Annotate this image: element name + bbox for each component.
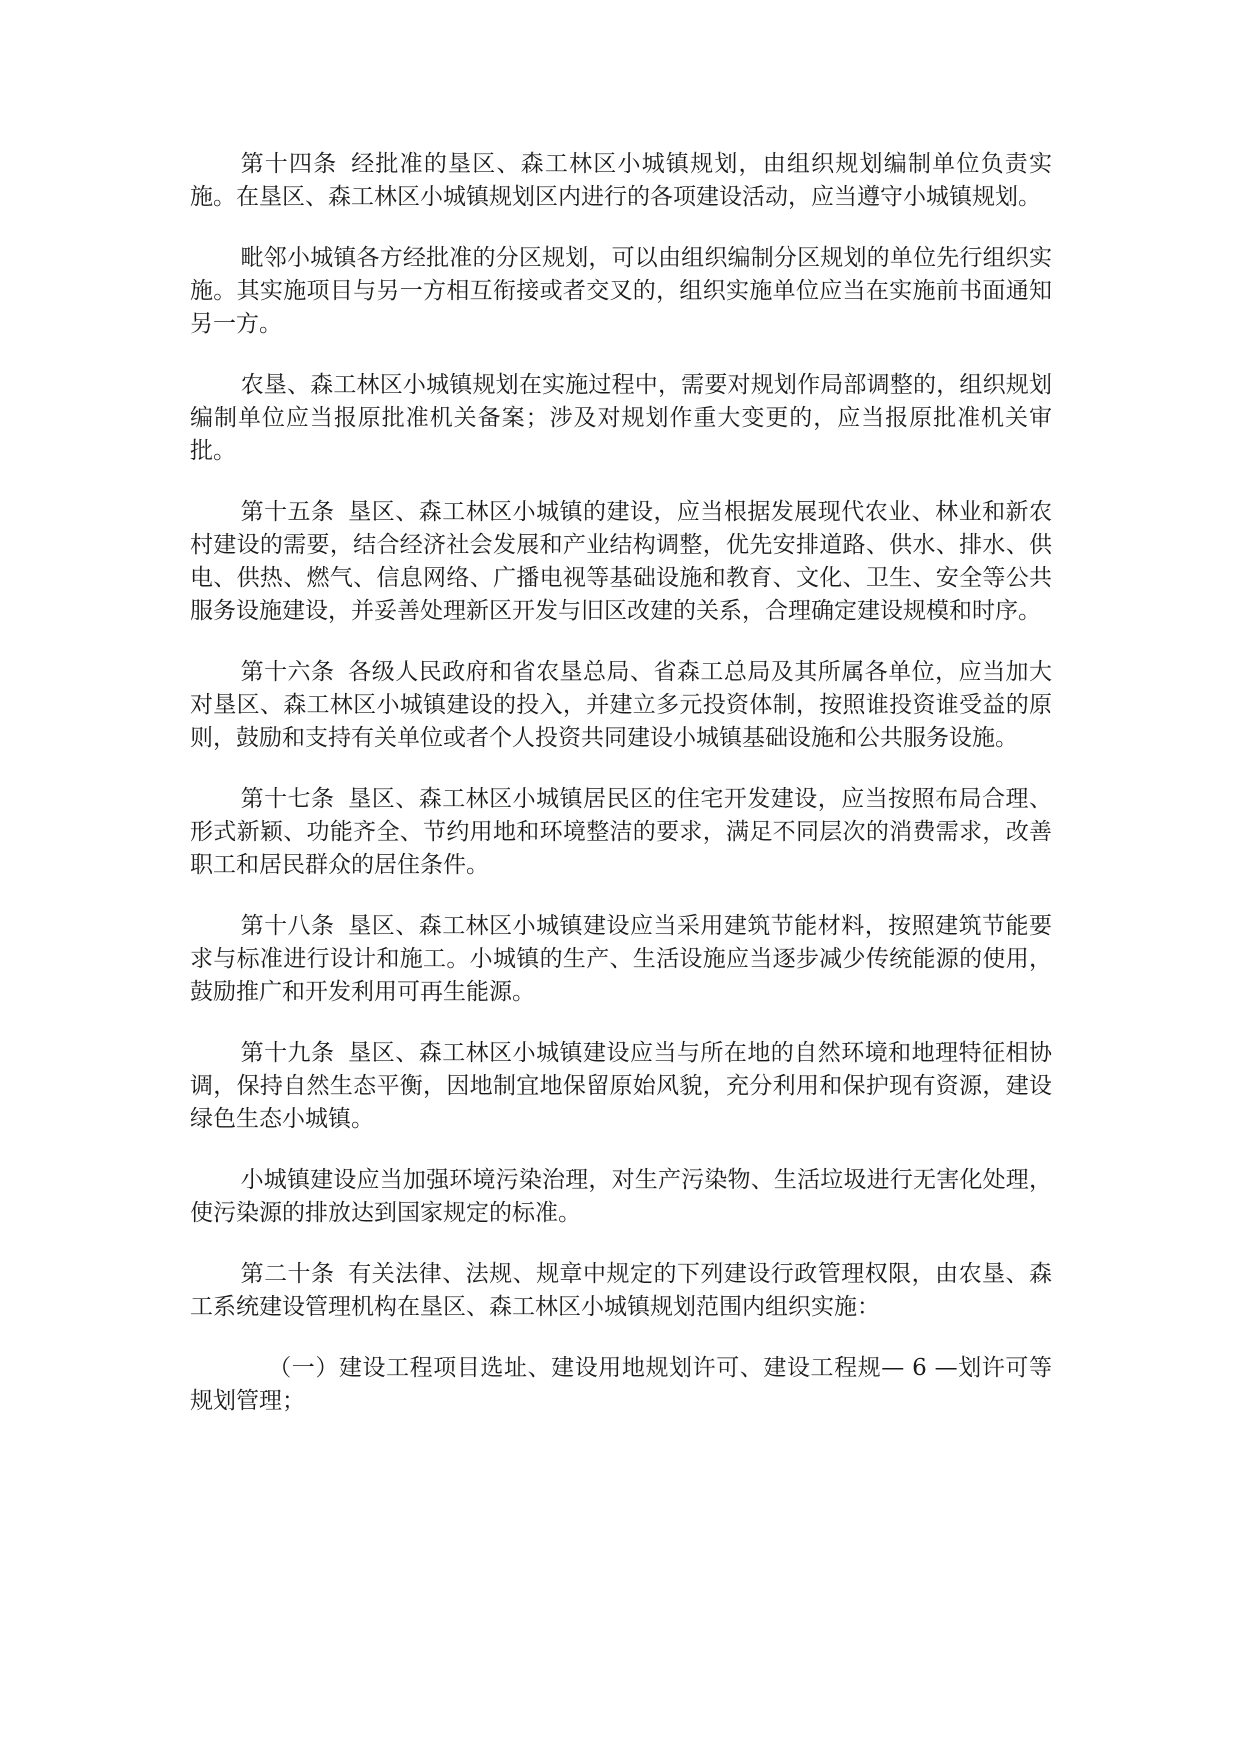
article-number: 第十四条 xyxy=(240,151,338,177)
paragraph xyxy=(190,369,1052,468)
paragraph-text: 小城镇建设应当加强环境污染治理，对生产污染物、生活垃圾进行无害化处理，使污染源的排放达到国家规定的标准。 xyxy=(190,1167,1052,1226)
paragraph-text: 垦区、森工林区小城镇建设应当与所在地的自然环境和地理特征相协调，保持自然生态平衡，因地制宜地保留原始风貌，充分利用和保护现有资源，建设绿色生态小城镇。 xyxy=(190,1040,1053,1132)
paragraph-text: 农垦、森工林区小城镇规划在实施过程中，需要对规划作局部调整的，组织规划编制单位应当报原批准机关备案；涉及对规划作重大变更的，应当报原批准机关审批。 xyxy=(190,372,1052,464)
paragraph-text: 有关法律、法规、规章中规定的下列建设行政管理权限，由农垦、森工系统建设管理机构在垦区、森工林区小城镇规划范围内组织实施： xyxy=(190,1261,1053,1320)
paragraph-text: 垦区、森工林区小城镇居民区的住宅开发建设，应当按照布局合理、形式新颖、功能齐全、节约用地和环境整洁的要求，满足不同层次的消费需求，改善职工和居民群众的居住条件。 xyxy=(190,786,1053,878)
paragraph xyxy=(190,910,1052,1009)
paragraph xyxy=(190,496,1052,628)
paragraph-text: 经批准的垦区、森工林区小城镇规划，由组织规划编制单位负责实施。在垦区、森工林区小城镇规划区内进行的各项建设活动，应当遵守小城镇规划。 xyxy=(190,151,1053,210)
article-number: 第十五条 xyxy=(240,499,335,525)
paragraph xyxy=(190,1352,1052,1418)
paragraph xyxy=(190,656,1052,755)
paragraph xyxy=(190,783,1052,882)
document-body xyxy=(190,148,1052,1446)
article-number: 第十六条 xyxy=(240,659,335,685)
paragraph-text: 垦区、森工林区小城镇建设应当采用建筑节能材料，按照建筑节能要求与标准进行设计和施工。小城镇的生产、生活设施应当逐步减少传统能源的使用，鼓励推广和开发利用可再生能源。 xyxy=(190,913,1053,1005)
paragraph-text: 各级人民政府和省农垦总局、省森工总局及其所属各单位，应当加大对垦区、森工林区小城镇建设的投入，并建立多元投资体制，按照谁投资谁受益的原则，鼓励和支持有关单位或者个人投资共同建设小城镇基础设施和公共服务设施。 xyxy=(190,659,1053,751)
paragraph xyxy=(190,1164,1052,1230)
paragraph xyxy=(190,1037,1052,1136)
paragraph xyxy=(190,148,1052,214)
article-number: 第十七条 xyxy=(240,786,335,812)
paragraph-text: （一）建设工程项目选址、建设用地规划许可、建设工程规— 6 —划许可等规划管理； xyxy=(190,1355,1052,1414)
paragraph xyxy=(190,242,1052,341)
article-number: 第二十条 xyxy=(240,1261,335,1287)
paragraph-text: 垦区、森工林区小城镇的建设，应当根据发展现代农业、林业和新农村建设的需要，结合经济社会发展和产业结构调整，优先安排道路、供水、排水、供电、供热、燃气、信息网络、广播电视等基础设施和教育、文化、卫生、安全等公共服务设施建设，并妥善处理新区开发与旧区改建的关系，合理确定建设规模和时序。 xyxy=(190,499,1053,624)
article-number: 第十八条 xyxy=(240,913,335,939)
paragraph-text: 毗邻小城镇各方经批准的分区规划，可以由组织编制分区规划的单位先行组织实施。其实施项目与另一方相互衔接或者交叉的，组织实施单位应当在实施前书面通知另一方。 xyxy=(190,245,1052,337)
article-number: 第十九条 xyxy=(240,1040,335,1066)
paragraph xyxy=(190,1258,1052,1324)
